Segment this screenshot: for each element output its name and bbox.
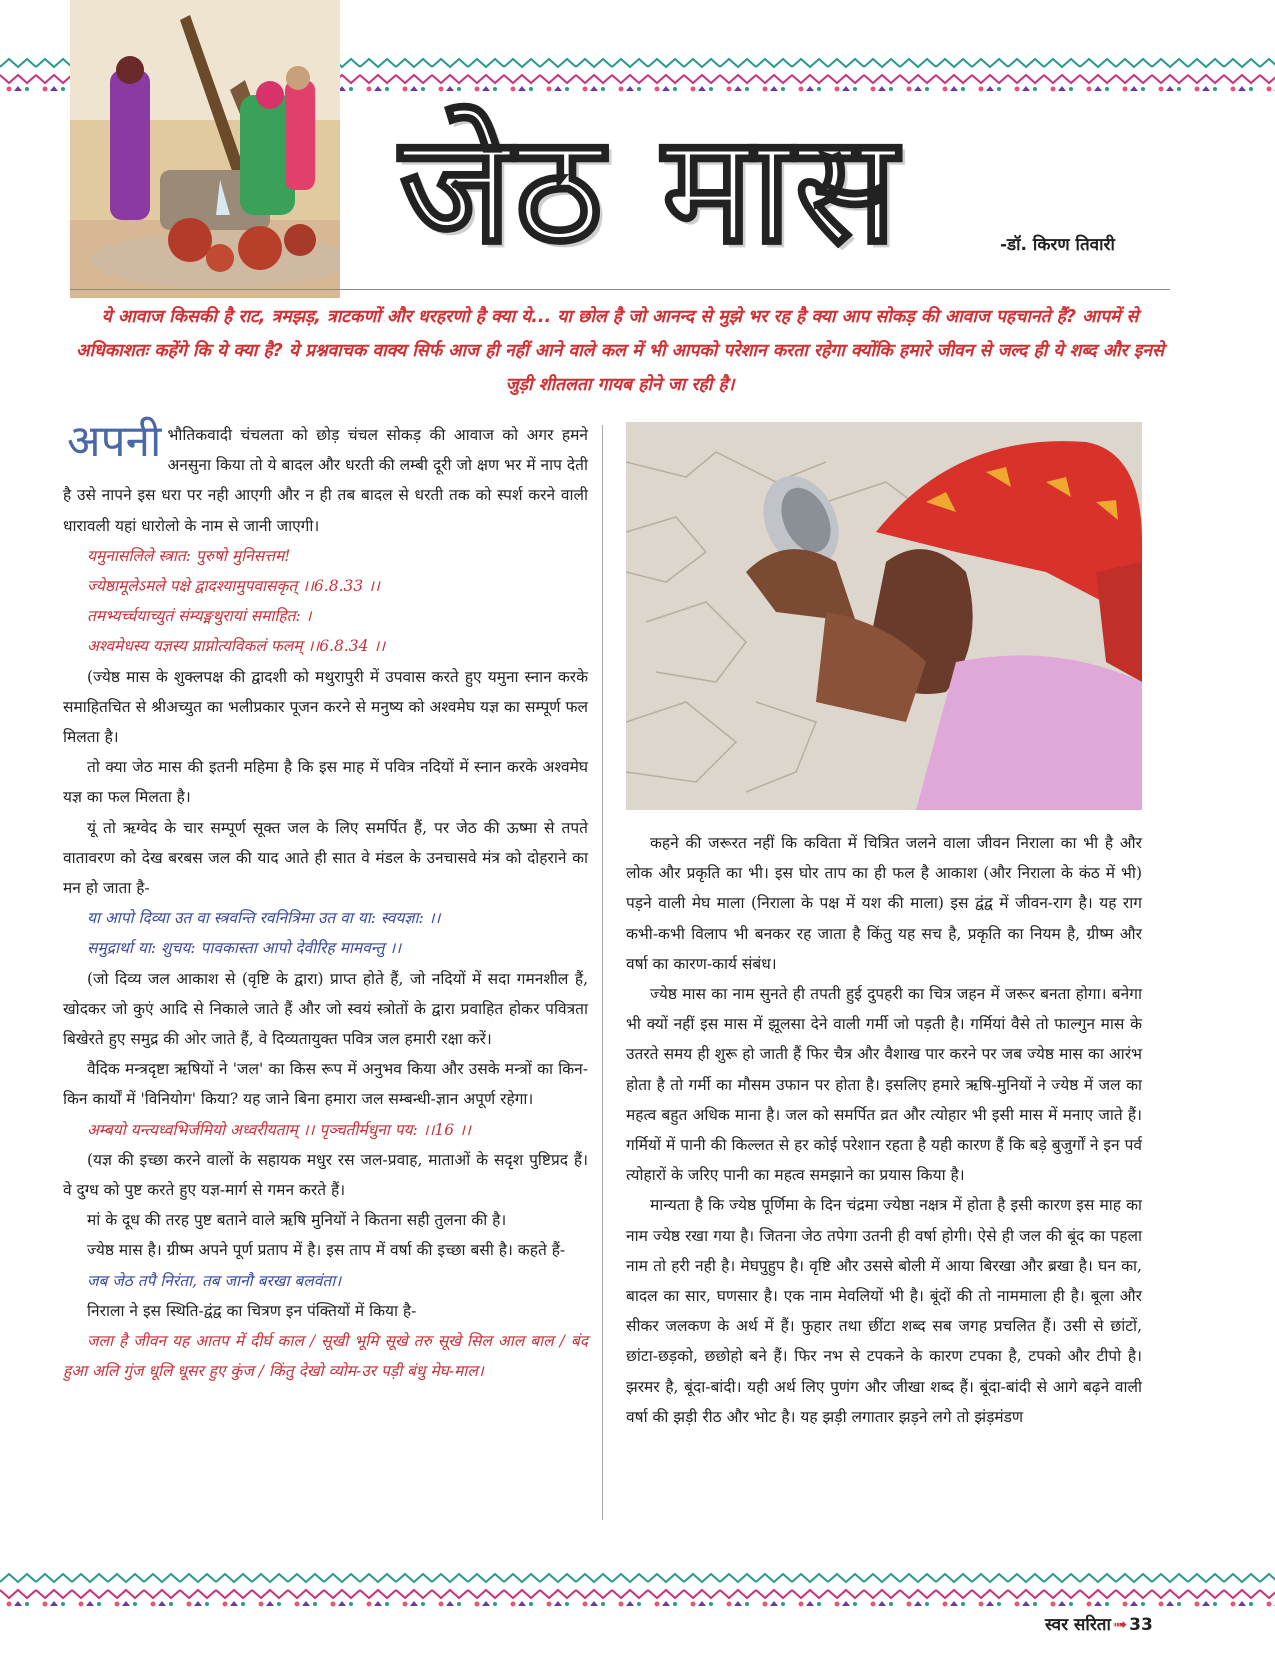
verse-line: अम्बयो यन्त्यध्वभिर्जमियो अध्वरीयताम् ।। पृञ्चतीर्मधुना पय: ।।16 ।।	[87, 1120, 471, 1139]
verse-line: तमभ्यर्च्चयाच्युतं संम्यङ्मथुरायां समाहित: ।	[87, 607, 312, 626]
right-column	[626, 828, 1142, 1432]
verse-line: अश्वमेधस्य यज्ञस्य प्राप्नोत्यविकलं फलम् ।।6.8.34 ।।	[87, 637, 386, 656]
verse-line: जब जेठ तपै निरंता, तब जानौ बरखा बलवंता।	[87, 1271, 342, 1290]
paragraph: तो क्या जेठ मास की इतनी महिमा है कि इस माह में पवित्र नदियों में स्नान करके अश्वमेघ यज्ञ का फल मिलता है।	[63, 758, 588, 807]
paragraph: ज्येष्ठ मास का नाम सुनते ही तपती हुई दुपहरी का चित्र जहन में जरूर बनता होगा। बनेगा भी क्यों नहीं इस मास में झूलसा देने वाली गर्मी जो पड़ती है। गर्मियां वैसे तो फाल्गुन मास के उतरते समय ही शुरू हो जाती हैं फिर चैत्र और वैशाख पार करने पर जब ज्येष्ठ मास का आरंभ होता है तो गर्मी का मौसम उफान पर होता है। इसलिए हमारे ऋषि-मुनियों ने ज्येष्ठ में जल का महत्व बहुत अधिक माना है। जल को समर्पित व्रत और त्योहार भी इसी मास में मनाए जाते हैं। गर्मियों में पानी की किल्लत से हर कोई परेशान रहता है यही कारण हैं कि बड़े बुजुर्गों ने इन पर्व त्योहारों के जरिए पानी का महत्व समझाने का प्रयास किया है।	[626, 985, 1142, 1185]
left-column	[63, 416, 588, 1387]
paragraph: यूं तो ऋग्वेद के चार सम्पूर्ण सूक्त जल के लिए समर्पित हैं, पर जेठ की ऊष्मा से तपते वातावरण को देख बरबस जल की याद आते ही सात वे मंडल के उनचासवे मंत्र को दोहराने का मन हो जाता है-	[63, 818, 588, 898]
paragraph: ज्येष्ठ मास है। ग्रीष्म अपने पूर्ण प्रताप में है। इस ताप में वर्षा की इच्छा बसी है। कहते हैं-	[87, 1241, 566, 1260]
drop-cap-word: अपनी	[67, 416, 162, 467]
page-footer	[1045, 1612, 1153, 1635]
paragraph	[63, 416, 588, 541]
paragraph: मां के दूध की तरह पुष्ट बताने वाले ऋषि मुनियों ने कितना सही तुलना की है।	[87, 1211, 507, 1230]
divider	[70, 289, 1170, 290]
bottom-decorative-border	[0, 1570, 1275, 1610]
paragraph-text: भौतिकवादी चंचलता को छोड़ चंचल सोकड़ की आवाज को अगर हमने अनसुना किया तो ये बादल और धरती की लम्बी दूरी जो क्षण भर में नाप देती है उसे नापने इस धरा पर नही आएगी और न ही तब बादल से धरती तक को स्पर्श करने वाली धारावली यहां धारोलो के नाम से जानी जाएगी।	[63, 426, 588, 535]
author-name: -डॉ. किरण तिवारी	[1000, 235, 1115, 255]
verse-line: या आपो दिव्या उत वा स्त्रवन्ति रवनित्रिमा उत वा या: स्वयज्ञा: ।।	[87, 909, 441, 928]
verse-line: ज्येष्ठामूलेऽमले पक्षे द्वादश्यामुपवासकृत् ।।6.8.33 ।।	[87, 577, 380, 596]
paragraph: मान्यता है कि ज्येष्ठ पूर्णिमा के दिन चंद्रमा ज्येष्ठा नक्षत्र में होता है इसी कारण इस माह का नाम ज्येष्ठ रखा गया है। जितना जेठ तपेगा उतनी ही वर्षा होगी। ऐसे ही जल की बूंद का पहला नाम तो हरी नही है। मेघपुहुप है। वृष्टि और उससे बोली में आया बिरखा और ब्रखा है। घन का, बादल का सार, घणसार है। एक नाम मेवलियों भी है। बूंदों की तो नाममाला ही है। बूला और सीकर जलकण के अर्थ में हैं। फुहार तथा छींटा शब्द सब जगह प्रचलित हैं। उसी से छांटों, छांटा-छड़को, छछोहो बने हैं। फिर नभ से टपकने के कारण टपका है, टपको और टीपो है। झरमर है, बूंदा-बांदी। यही अर्थ लिए पुणंग और जीखा शब्द हैं। बूंदा-बांदी से आगे बढ़ने वाली वर्षा की झड़ी रीठ और भोट है। यह झड़ी लगातार झड़ने लगे तो झंड़मंडण	[626, 1196, 1142, 1426]
verse-line: यमुनासलिले स्त्रात: पुरुषो मुनिसत्तम!	[87, 546, 291, 565]
intro-paragraph: ये आवाज किसकी है राट, त्रमझड़, त्राटकणों और धरहरणो है क्या ये... या छोल है जो आनन्द से मुझे भर रह है क्या आप सोकड़ की आवाज पहचानते हैं? आपमें से अधिकाशतः कहेंगे कि ये क्या है? ये प्रश्नवाचक वाक्य सिर्फ आज ही नहीं आने वाले कल में भी आपको परेशान करता रहेगा क्योंकि हमारे जीवन से जल्द ही ये शब्द और इनसे जुड़ी शीतलता गायब होने जा रही है।	[76, 307, 1164, 395]
page-title: जेठ मास	[400, 103, 901, 277]
arrow-right-icon: ➟	[1112, 1615, 1128, 1635]
verse-block: जला है जीवन यह आतप में दीर्घ काल / सूखी भूमि सूखे तरु सूखे सिल आल बाल / बंद हुआ अलि गुंज धूलि धूसर हुए कुंज / किंतु देखो व्योम-उर पड़ी बंधु मेघ-माल।	[63, 1332, 588, 1381]
paragraph: निराला ने इस स्थिति-द्वंद्व का चित्रण इन पंक्तियों में किया है-	[87, 1301, 417, 1320]
desert-well-photo	[70, 0, 340, 298]
magazine-name: स्वर सरिता	[1045, 1615, 1111, 1635]
column-divider	[602, 425, 603, 1520]
paragraph: वैदिक मन्त्रदृष्टा ऋषियों ने 'जल' का किस रूप में अनुभव किया और उसके मन्त्रों का किन-किन कार्यों में 'विनियोग' किया? यह जाने बिना हमारा जल सम्बन्धी-ज्ञान अपूर्ण रहेगा।	[63, 1060, 588, 1109]
paragraph: (ज्येष्ठ मास के शुक्लपक्ष की द्वादशी को मथुरापुरी में उपवास करते हुए यमुना स्नान करके समाहितचित से श्रीअच्युत का भलीप्रकार पूजन करने से मनुष्य को अश्वमेघ यज्ञ का सम्पूर्ण फल मिलता है।	[63, 667, 588, 747]
verse-line: समुद्रार्था या: शुचय: पावकास्ता आपो देवीरिह मामवन्तु ।।	[87, 939, 402, 958]
woman-drinking-water-photo	[626, 422, 1142, 810]
paragraph: (जो दिव्य जल आकाश से (वृष्टि के द्वारा) प्राप्त होते हैं, जो नदियों में सदा गमनशील हैं, खोदकर जो कुएं आदि से निकाले जाते हैं और जो स्वयं स्त्रोतों के द्वारा प्रवाहित होकर पवित्रता बिखेरते हुए समुद्र की ओर जाते हैं, वे दिव्यतायुक्त पवित्र जल हमारी रक्षा करें।	[63, 969, 588, 1049]
page-number: 33	[1129, 1615, 1153, 1635]
paragraph: कहने की जरूरत नहीं कि कविता में चित्रित जलने वाला जीवन निराला का भी है और लोक और प्रकृति का भी। इस घोर ताप का ही फल है आकाश (और निराला के कंठ में भी) पड़ने वाली मेघ माला (निराला के पक्ष में यश की माला) इस द्वंद्व में जीवन-राग है। यह राग कभी-कभी विलाप भी बनकर रह जाता है किंतु यह सच है, प्रकृति का नियम है, ग्रीष्म और वर्षा का कारण-कार्य संबंध।	[626, 834, 1142, 973]
paragraph: (यज्ञ की इच्छा करने वालों के सहायक मधुर रस जल-प्रवाह, माताओं के सदृश पुष्टिप्रद हैं। वे दुग्ध को पुष्ट करते हुए यज्ञ-मार्ग से गमन करते हैं।	[63, 1150, 588, 1200]
page-title-block	[400, 100, 960, 280]
